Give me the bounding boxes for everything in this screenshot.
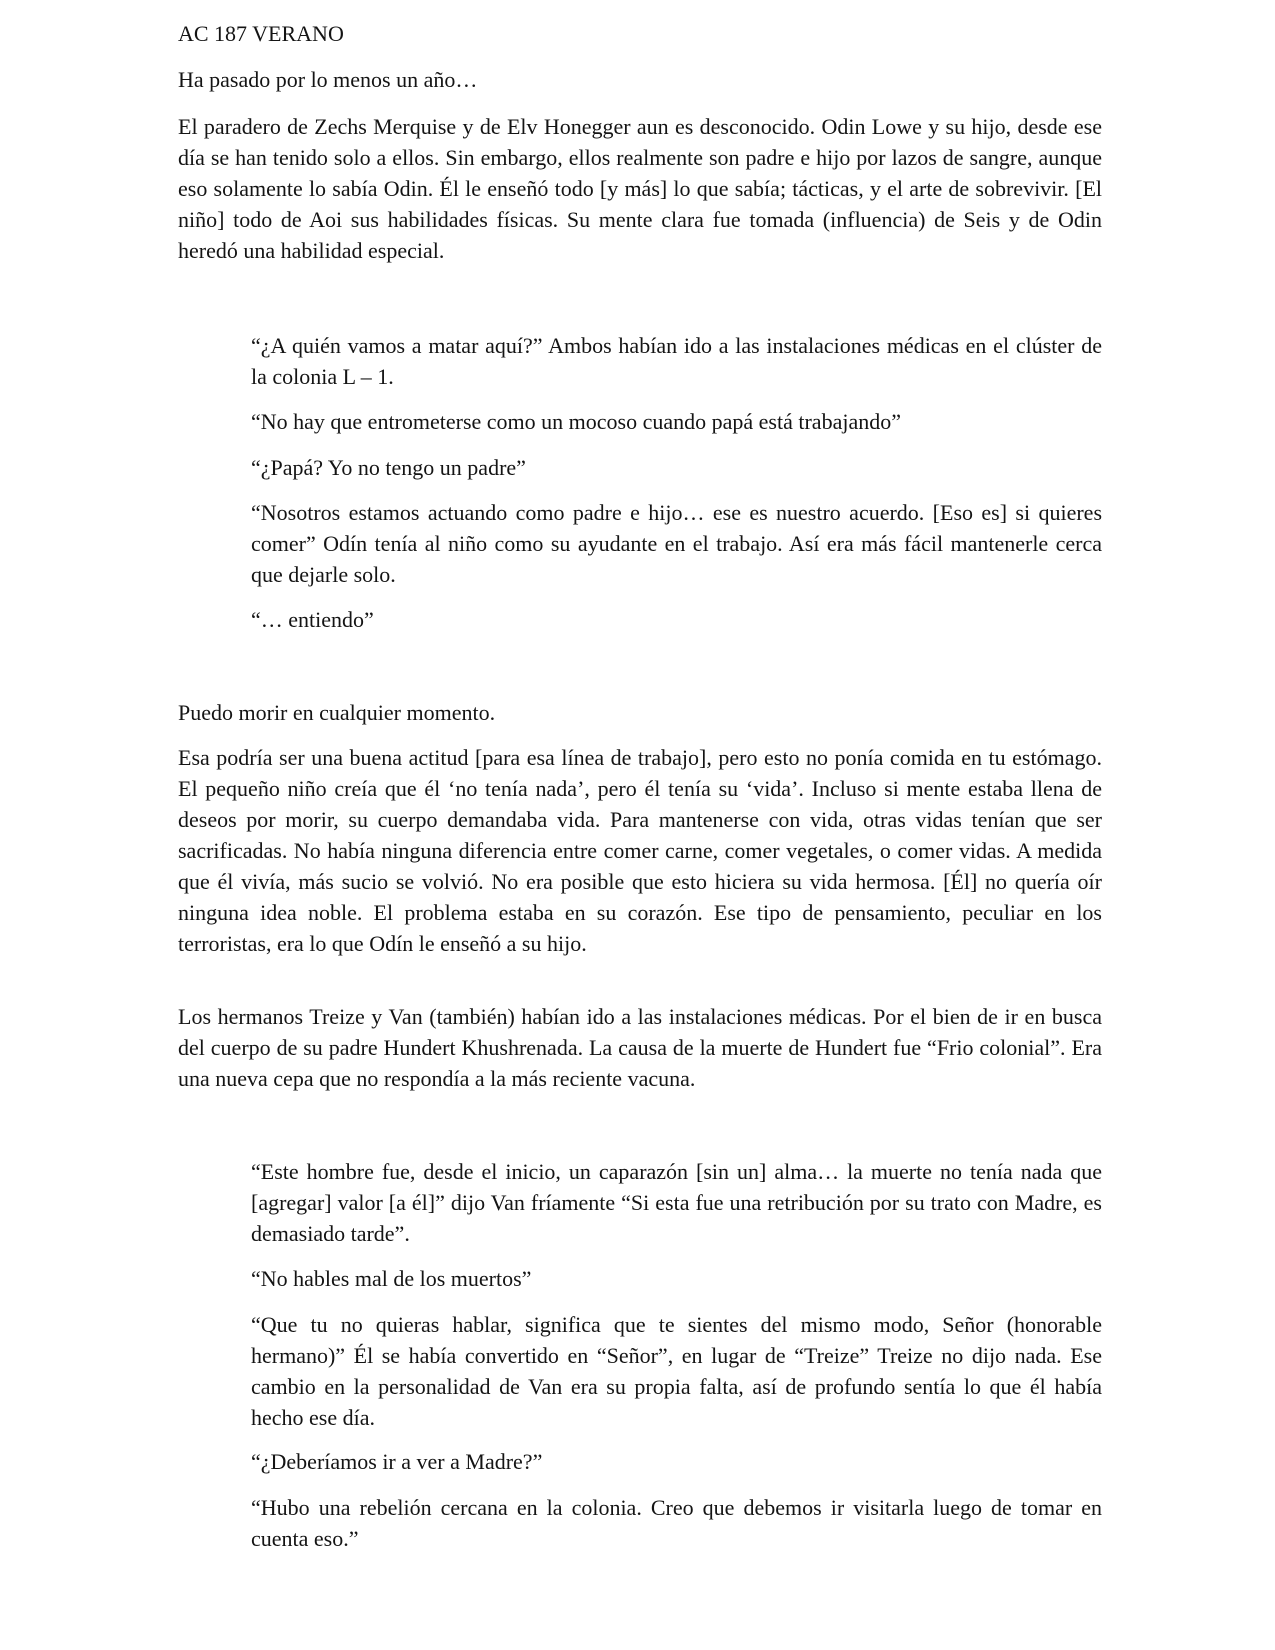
- dialogue-line: “Este hombre fue, desde el inicio, un caparazón [sin un] alma… la muerte no tenía nada que [agregar] valor [a él]” dijo Van fríamente “Si esta fue una retribución por su trato con Madre, es demasiado tarde”.: [251, 1159, 1102, 1246]
- dialogue-line: “Que tu no quieras hablar, significa que te sientes del mismo modo, Señor (honorable hermano)” Él se había convertido en “Señor”, en lugar de “Treize” Treize no dijo nada. Ese cambio en la personalidad de Van era su propia falta, así de profundo sentía lo que él había hecho ese día.: [251, 1312, 1102, 1430]
- paragraph: El paradero de Zechs Merquise y de Elv Honegger aun es desconocido. Odin Lowe y su hijo, desde ese día se han tenido solo a ellos. Sin embargo, ellos realmente son padre e hijo por lazos de sangre, aunque eso solamente lo sabía Odin. Él le enseñó todo [y más] lo que sabía; tácticas, y el arte de sobrevivir. [El niño] todo de Aoi sus habilidades físicas. Su mente clara fue tomada (influencia) de Seis y de Odin heredó una habilidad especial.: [178, 114, 1102, 263]
- dialogue-line: “Hubo una rebelión cercana en la colonia. Creo que debemos ir visitarla luego de tomar en cuenta eso.”: [251, 1495, 1102, 1551]
- chapter-heading: AC 187 VERANO: [178, 21, 344, 46]
- dialogue-line: “¿Deberíamos ir a ver a Madre?”: [251, 1449, 543, 1474]
- dialogue-line: “No hay que entrometerse como un mocoso cuando papá está trabajando”: [251, 409, 901, 434]
- paragraph: Esa podría ser una buena actitud [para esa línea de trabajo], pero esto no ponía comida en tu estómago. El pequeño niño creía que él ‘no tenía nada’, pero él tenía su ‘vida’. Incluso si mente estaba llena de deseos por morir, su cuerpo demandaba vida. Para mantenerse con vida, otras vidas tenían que ser sacrificadas. No había ninguna diferencia entre comer carne, comer vegetales, o comer vidas. A medida que él vivía, más sucio se volvió. No era posible que esto hiciera su vida hermosa. [Él] no quería oír ninguna idea noble. El problema estaba en su corazón. Ese tipo de pensamiento, peculiar en los terroristas, era lo que Odín le enseñó a su hijo.: [178, 745, 1102, 956]
- paragraph: Los hermanos Treize y Van (también) habían ido a las instalaciones médicas. Por el bien de ir en busca del cuerpo de su padre Hundert Khushrenada. La causa de la muerte de Hundert fue “Frio colonial”. Era una nueva cepa que no respondía a la más reciente vacuna.: [178, 1004, 1102, 1091]
- dialogue-line: “¿Papá? Yo no tengo un padre”: [251, 455, 526, 480]
- dialogue-line: “Nosotros estamos actuando como padre e hijo… ese es nuestro acuerdo. [Eso es] si quieres comer” Odín tenía al niño como su ayudante en el trabajo. Así era más fácil mantenerle cerca que dejarle solo.: [251, 500, 1102, 587]
- dialogue-line: “No hables mal de los muertos”: [251, 1266, 532, 1291]
- dialogue-line: “¿A quién vamos a matar aquí?” Ambos habían ido a las instalaciones médicas en el clúster de la colonia L – 1.: [251, 333, 1102, 389]
- paragraph: Ha pasado por lo menos un año…: [178, 67, 478, 92]
- paragraph: Puedo morir en cualquier momento.: [178, 700, 496, 725]
- dialogue-line: “… entiendo”: [251, 607, 374, 632]
